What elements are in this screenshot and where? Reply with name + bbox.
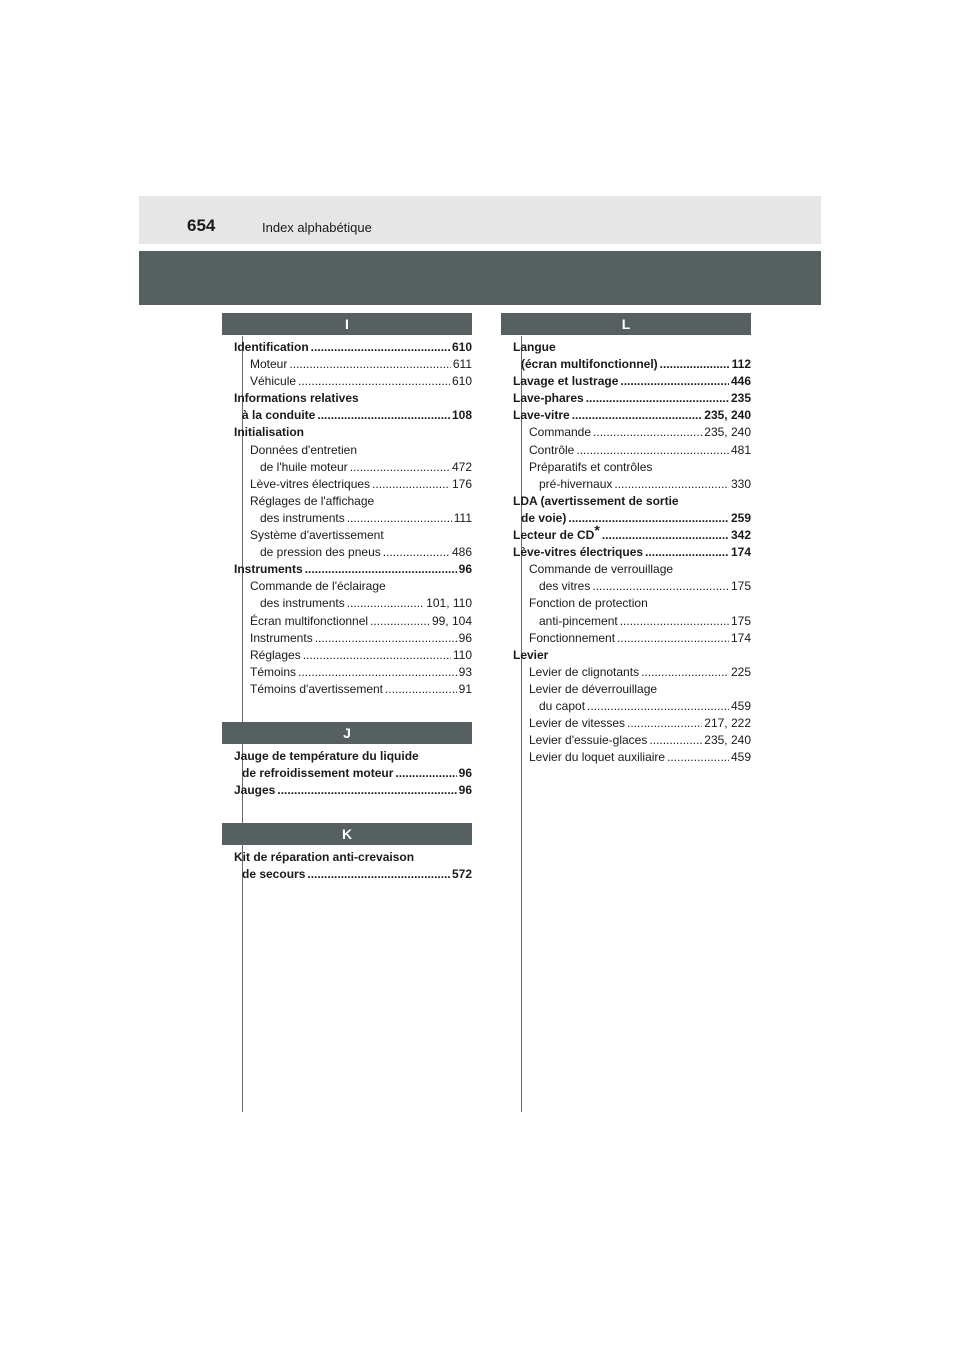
footnote-marker: * [594, 522, 600, 539]
index-entry: Système d'avertissement [250, 528, 384, 543]
index-entry: de l'huile moteur ..... 472 [222, 459, 472, 476]
section-k-entries [222, 849, 472, 883]
index-entry: Données d'entretien [250, 442, 358, 457]
index-entry: Fonction de protection [529, 596, 648, 611]
index-entry: Identification ..... 610 [222, 339, 472, 356]
header-band [139, 251, 821, 305]
index-entry: Levier de clignotants ..... 225 [501, 664, 751, 681]
index-entry: des instruments ..... 101, 110 [222, 595, 472, 612]
index-entry: des vitres ..... 175 [501, 578, 751, 595]
index-entry: Commande ..... 235, 240 [501, 424, 751, 441]
right-column [501, 313, 751, 766]
index-entry: de voie) ..... 259 [501, 510, 751, 527]
index-entry: Instruments ..... 96 [222, 630, 472, 647]
index-entry: pré-hivernaux ..... 330 [501, 476, 751, 493]
index-entry: Levier de déverrouillage [529, 681, 658, 696]
index-entry: Réglages ..... 110 [222, 647, 472, 664]
index-entry: de refroidissement moteur ..... 96 [222, 765, 472, 782]
section-j-entries [222, 748, 472, 799]
index-entry: Contrôle ..... 481 [501, 442, 751, 459]
section-l-entries [501, 339, 751, 766]
index-entry: Lave-phares ..... 235 [501, 390, 751, 407]
index-entry: Kit de réparation anti-crevaison [234, 850, 415, 865]
index-entry: Commande de verrouillage [529, 562, 674, 577]
index-entry: Instruments ..... 96 [222, 561, 472, 578]
index-entry: des instruments ..... 111 [222, 510, 472, 527]
section-header-j: J [222, 722, 472, 744]
index-entry: Réglages de l'affichage [250, 493, 375, 508]
index-entry: LDA (avertissement de sortie [513, 493, 679, 508]
index-entry: Levier d'essuie-glaces ..... 235, 240 [501, 732, 751, 749]
section-i-entries [222, 339, 472, 698]
index-entry: Écran multifonctionnel ..... 99, 104 [222, 613, 472, 630]
index-entry: Lève-vitres électriques ..... 176 [222, 476, 472, 493]
index-entry: à la conduite ..... 108 [222, 407, 472, 424]
index-entry: Moteur ..... 611 [222, 356, 472, 373]
section-header-i: I [222, 313, 472, 335]
index-entry: Jauges ..... 96 [222, 782, 472, 799]
index-entry: Lave-vitre ..... 235, 240 [501, 407, 751, 424]
index-entry: de pression des pneus ..... 486 [222, 544, 472, 561]
index-entry: Jauge de température du liquide [234, 748, 419, 763]
index-entry: Lavage et lustrage ..... 446 [501, 373, 751, 390]
index-entry: Témoins ..... 93 [222, 664, 472, 681]
index-entry: Informations relatives [234, 391, 359, 406]
left-column [222, 313, 472, 883]
index-entry: Préparatifs et contrôles [529, 459, 653, 474]
index-entry: Levier [513, 647, 549, 662]
header-bar [139, 196, 821, 244]
section-header-l: L [501, 313, 751, 335]
page-number: 654 [187, 216, 216, 235]
index-entry: Lève-vitres électriques ..... 174 [501, 544, 751, 561]
index-entry: anti-pincement ..... 175 [501, 613, 751, 630]
index-entry: Témoins d'avertissement ..... 91 [222, 681, 472, 698]
index-entry: Levier de vitesses ..... 217, 222 [501, 715, 751, 732]
index-entry: Fonctionnement ..... 174 [501, 630, 751, 647]
index-entry: de secours ..... 572 [222, 866, 472, 883]
index-entry: Langue [513, 340, 556, 354]
index-entry: Véhicule ..... 610 [222, 373, 472, 390]
index-entry: du capot ..... 459 [501, 698, 751, 715]
section-header-k: K [222, 823, 472, 845]
index-entry: Levier du loquet auxiliaire ..... 459 [501, 749, 751, 766]
index-entry: Lecteur de CD* ..... 342 [501, 527, 751, 544]
index-entry: Commande de l'éclairage [250, 579, 386, 594]
index-entry: Initialisation [234, 425, 305, 440]
page-title: Index alphabétique [262, 220, 372, 235]
index-entry: (écran multifonctionnel) ..... 112 [501, 356, 751, 373]
